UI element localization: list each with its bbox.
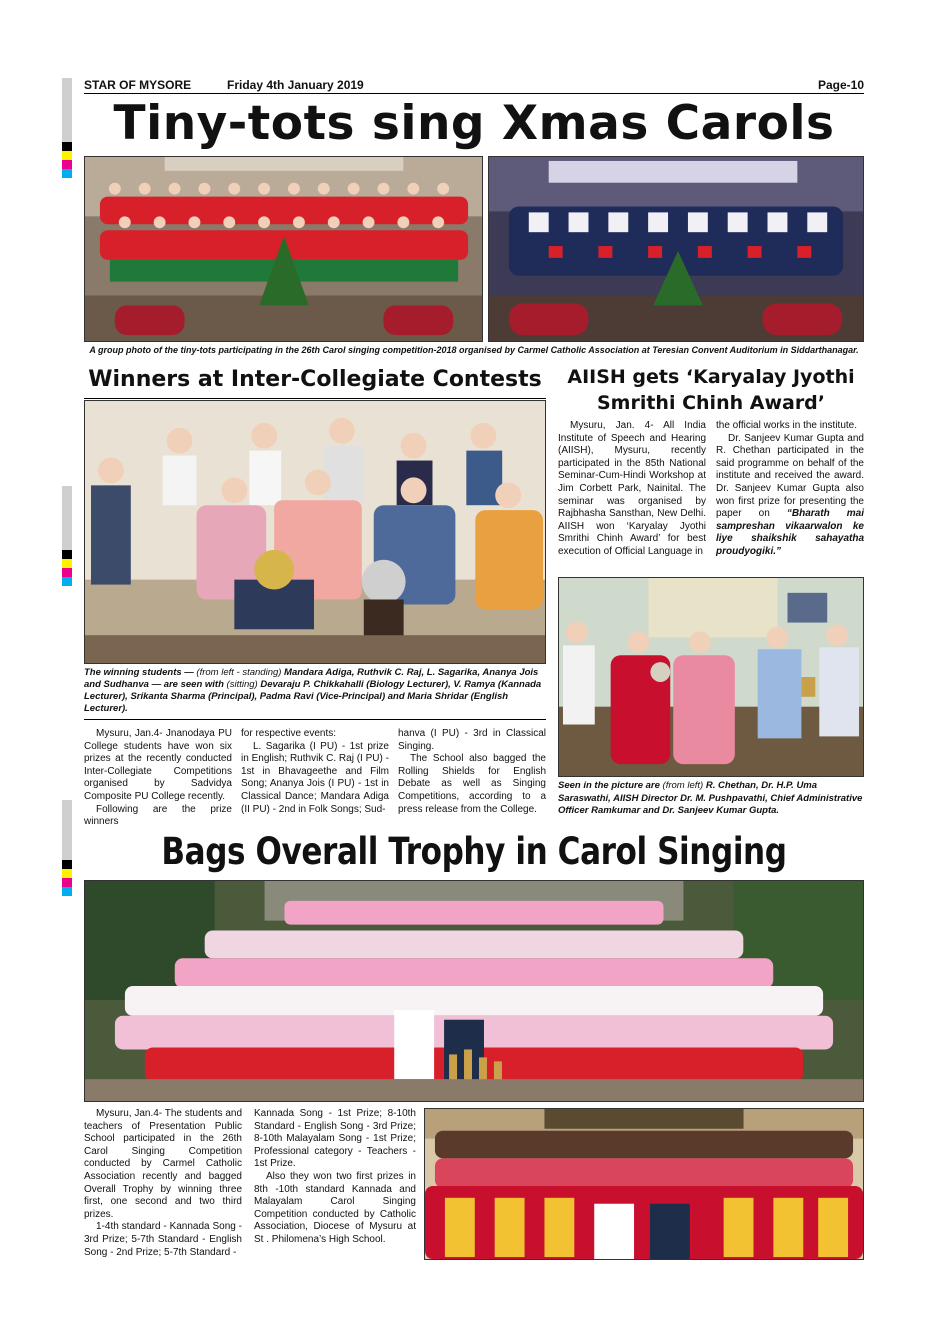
margin-grey-bar-mid bbox=[62, 486, 72, 550]
photo-presentation-school-group bbox=[84, 880, 864, 1102]
paragraph: Mysuru, Jan.4- Jnanodaya PU College students have won six prizes at the recently conducted Inter-Collegiate Competitions organised by Sadvidya Composite PU College recently. bbox=[84, 728, 232, 802]
jnanodaya-column-3 bbox=[398, 728, 546, 816]
margin-grey-bar-low bbox=[62, 800, 72, 860]
registration-marks-3 bbox=[62, 860, 72, 896]
paragraph: L. Sagarika (I PU) - 1st prize in English; Ruthvik C. Raj (I PU) - 1st in Bhavageethe and Film Song; Ananya Jois (I PU) - 1st in Classical Dance; Mandara Adiga (II PU) - 2nd in Folk Songs; Sud- bbox=[241, 740, 389, 815]
paragraph: The School also bagged the Rolling Shields for English Debate as well as Singing Competitions, according to a press release from the College. bbox=[398, 753, 546, 815]
page-header bbox=[84, 78, 864, 94]
page-number: Page-10 bbox=[817, 78, 864, 92]
paragraph: hanva (I PU) - 3rd in Classical Singing. bbox=[398, 728, 546, 752]
paragraph: Following are the prize winners bbox=[84, 803, 232, 828]
paragraph: Also they won two first prizes in 8th -10th standard Kannada and Malayalam Carol Singing Competition conducted by Catholic Association, Diocese of Mysuru at St . Philomena’s High School. bbox=[254, 1170, 416, 1245]
caption-aiish: Seen in the picture are (from left) R. Chethan, Dr. H.P. Uma Saraswathi, AIISH Director Dr. M. Pushpavathi, Chief Administrative Officer Ramkumar and Dr. Sanjeev Kumar Gupta. bbox=[558, 780, 863, 816]
paragraph: 1-4th standard - Kannada Song - 3rd Prize; 5-7th Standard - English Song - 2nd Prize; 5-7th Standard - bbox=[84, 1221, 242, 1258]
registration-marks-1 bbox=[62, 142, 72, 178]
headline-carols: Tiny-tots sing Xmas Carols bbox=[113, 96, 835, 151]
headline-overall-trophy: Bags Overall Trophy in Carol Singing bbox=[161, 830, 787, 873]
jnanodaya-column-2 bbox=[241, 728, 389, 816]
paragraph: Dr. Sanjeev Kumar Gupta and R. Chethan participated in the said programme on behalf of the institute and received the award. Dr. Sanjeev Kumar Gupta also won first prize for presenting the paper on “Bharath mai sampreshan vikaarwalon ke liye shaikshik sahayatha proudyogiki.” bbox=[716, 432, 864, 557]
headline-aiish-award: AIISH gets ‘Karyalay Jyothi Smrithi Chinh Award’ bbox=[567, 366, 855, 414]
presentation-column-1 bbox=[84, 1108, 242, 1259]
caption-carols: A group photo of the tiny-tots participating in the 26th Carol singing competition-2018 organised by Carmel Catholic Association at Teresian Convent Auditorium in Siddarthanagar. bbox=[89, 345, 859, 355]
paragraph: Kannada Song - 1st Prize; 8-10th Standard - English Song - 3rd Prize; 8-10th Malayalam Song - 1st Prize; Professional category - Teachers - 1st Prize. bbox=[254, 1108, 416, 1170]
margin-grey-bar-top bbox=[62, 78, 72, 142]
caption-jnanodaya: The winning students — (from left - standing) Mandara Adiga, Ruthvik C. Raj, L. Sagarika, Ananya Jois and Sudhanva — are seen with (sitting) Devaraju P. Chikkahalli (Biology Lecturer), V. Ramya (Kannada Lecturer), Srikanta Sharma (Principal), Padma Ravi (Vice-Principal) and Maria Shridar (English Lecturer). bbox=[84, 667, 546, 720]
photo-tiny-tots-left bbox=[84, 156, 483, 342]
photo-jnanodaya-winners bbox=[84, 400, 546, 664]
photo-tiny-tots-right bbox=[488, 156, 864, 342]
paragraph: for respective events: bbox=[241, 728, 337, 739]
newspaper-name: STAR OF MYSORE bbox=[84, 78, 192, 92]
paragraph: Mysuru, Jan. 4- All India Institute of Speech and Hearing (AIISH), Mysuru, recently participated in the 85th National Seminar-Cum-Hindi Workshop at Jim Corbett Park, Nainital. The seminar was organised by Rajbhasha Sansthan, New Delhi. AIISH won ‘Karyalay Jyothi Smrithi Chinh Award’ for best execution of Official Language in bbox=[558, 420, 706, 557]
registration-marks-2 bbox=[62, 550, 72, 586]
jnanodaya-column-1 bbox=[84, 728, 232, 829]
photo-aiish-award bbox=[558, 577, 864, 777]
photo-presentation-teachers bbox=[424, 1108, 864, 1260]
paragraph: the official works in the institute. bbox=[716, 420, 857, 431]
issue-date: Friday 4th January 2019 bbox=[227, 78, 364, 92]
aiish-column-2 bbox=[716, 420, 864, 559]
paragraph: Mysuru, Jan.4- The students and teachers of Presentation Public School participated in the 26th Carol Singing Competition conducted by Carmel Catholic Association recently and bagged Overall Trophy by winning three first, one second and two third prizes. bbox=[84, 1108, 243, 1220]
presentation-column-2 bbox=[254, 1108, 416, 1247]
headline-inter-collegiate: Winners at Inter-Collegiate Contests bbox=[84, 364, 546, 399]
aiish-column-1 bbox=[558, 420, 706, 559]
